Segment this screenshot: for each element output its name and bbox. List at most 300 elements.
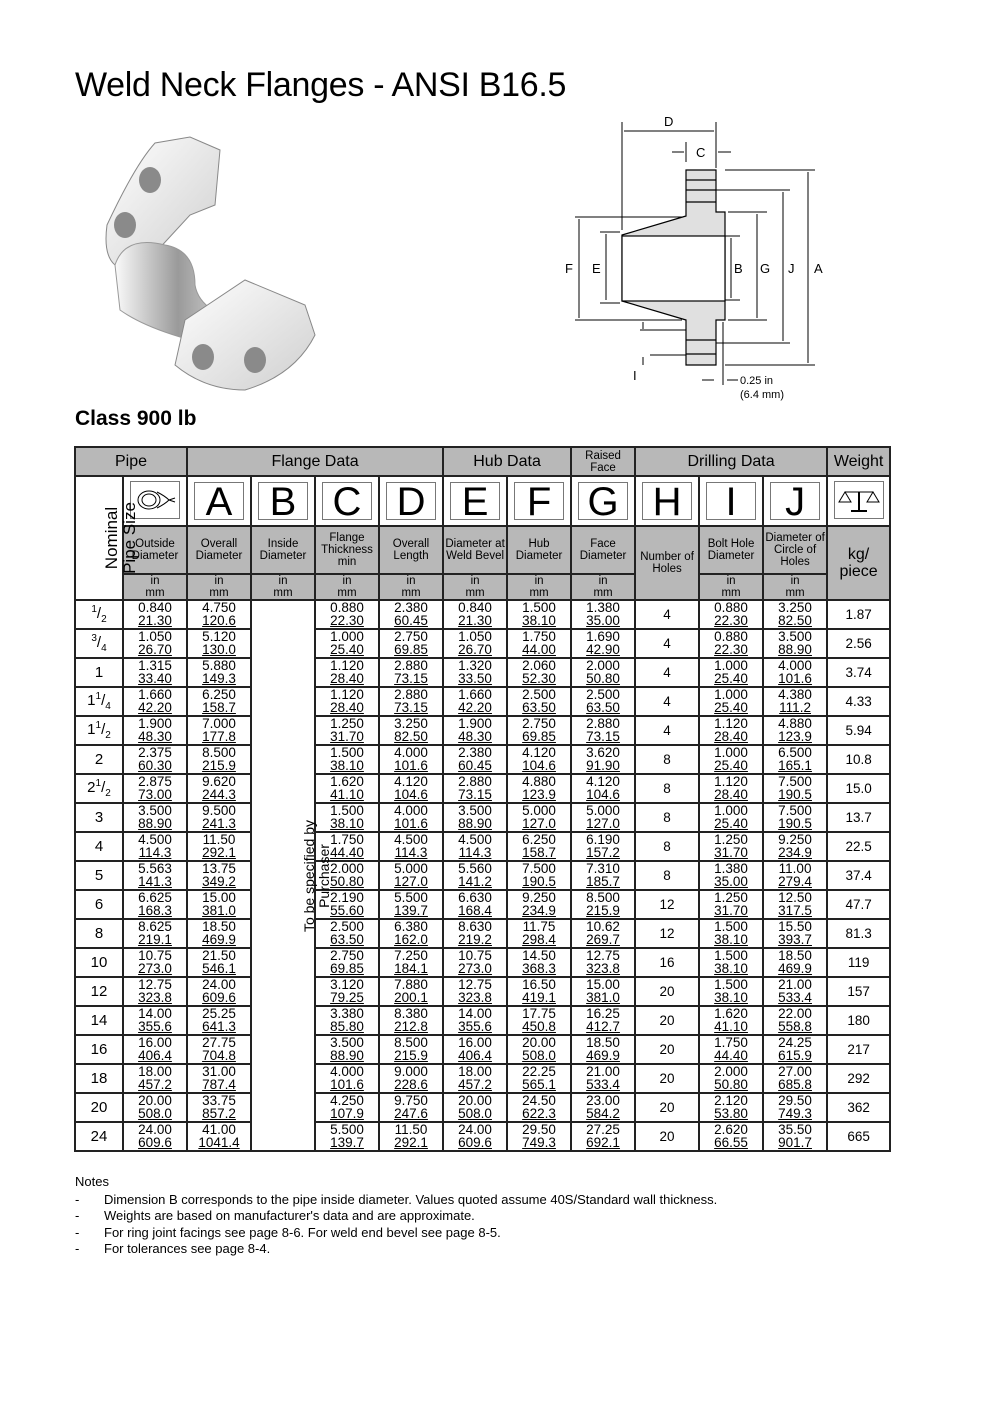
- value-mm: 41.10: [330, 787, 364, 802]
- cell-h: 12: [635, 890, 699, 919]
- value-mm: 533.4: [778, 990, 812, 1005]
- value-mm: 749.3: [522, 1135, 556, 1150]
- group-pipe: Pipe: [75, 447, 187, 476]
- cell-e: [443, 1122, 507, 1151]
- cell-a: [187, 716, 251, 745]
- cell-c: [315, 1006, 379, 1035]
- unit-mm: mm: [337, 587, 357, 599]
- value-mm: 406.4: [458, 1048, 492, 1063]
- letter-row: [75, 476, 890, 526]
- value-mm: 35.00: [586, 613, 620, 628]
- value-mm: 381.0: [586, 990, 620, 1005]
- value-mm: 158.7: [522, 845, 556, 860]
- value-mm: 114.3: [138, 845, 172, 860]
- cell-c: [315, 977, 379, 1006]
- cell-a: [187, 1006, 251, 1035]
- cell-c: [315, 716, 379, 745]
- unit-mm: mm: [529, 587, 549, 599]
- cell-f: [507, 745, 571, 774]
- value-in: 9.500: [202, 803, 236, 818]
- value-in: 0.880: [714, 600, 748, 615]
- col-flange-thickness: Flange Thickness min: [315, 526, 379, 574]
- value-mm: 368.3: [522, 961, 556, 976]
- col-overall-diameter: Overall Diameter: [187, 526, 251, 574]
- cell-f: [507, 948, 571, 977]
- value-in: 1.315: [138, 658, 172, 673]
- value-mm: 41.10: [714, 1019, 748, 1034]
- value-in: 1.000: [714, 687, 748, 702]
- cell-d: [379, 1093, 443, 1122]
- unit-cell-i: [699, 574, 763, 600]
- table-row: [75, 1064, 890, 1093]
- nps-whole: 4: [94, 838, 104, 855]
- nps-whole: 16: [90, 1041, 108, 1058]
- table-row: [75, 1035, 890, 1064]
- value-in: 20.00: [138, 1093, 172, 1108]
- unit-in: in: [598, 575, 608, 587]
- cell-h: 20: [635, 1035, 699, 1064]
- cell-a: [187, 977, 251, 1006]
- table-row: [75, 890, 890, 919]
- value-mm: 787.4: [202, 1077, 236, 1092]
- value-in: 1.500: [330, 803, 364, 818]
- flange-section-drawing: [560, 110, 840, 410]
- cell-g: [571, 1006, 635, 1035]
- cell-i: [699, 919, 763, 948]
- value-in: 5.500: [330, 1122, 364, 1137]
- table-row: [75, 919, 890, 948]
- cell-c: [315, 1093, 379, 1122]
- value-in: 4.000: [394, 745, 428, 760]
- bolt-hole: [139, 167, 161, 193]
- cell-weight: 217: [827, 1035, 890, 1064]
- cell-j: [763, 629, 827, 658]
- value-in: 24.00: [138, 1122, 172, 1137]
- value-mm: 88.90: [778, 642, 812, 657]
- cell-c: [315, 687, 379, 716]
- col-overall-length: Overall Length: [379, 526, 443, 574]
- value-mm: 82.50: [778, 613, 812, 628]
- value-in: 2.500: [586, 687, 620, 702]
- nps-whole: 3: [94, 809, 104, 826]
- balance-scale-icon: [834, 481, 884, 519]
- value-mm: 215.9: [586, 903, 620, 918]
- value-in: 3.500: [778, 629, 812, 644]
- value-in: 5.880: [202, 658, 236, 673]
- value-mm: 69.85: [522, 729, 556, 744]
- value-in: 12.50: [778, 890, 812, 905]
- note-item: [75, 1225, 717, 1242]
- value-in: 1.750: [330, 832, 364, 847]
- value-mm: 273.0: [458, 961, 492, 976]
- value-mm: 469.9: [202, 932, 236, 947]
- cell-d: [379, 600, 443, 629]
- nominal-size: [75, 977, 123, 1006]
- table-row: [75, 629, 890, 658]
- cell-weight: 180: [827, 1006, 890, 1035]
- value-mm: 28.40: [330, 671, 364, 686]
- cell-j: [763, 745, 827, 774]
- value-mm: 139.7: [394, 903, 428, 918]
- value-in: 1.900: [138, 716, 172, 731]
- nps-whole: 1: [94, 664, 104, 681]
- bolt-hole: [114, 212, 136, 238]
- cell-g: [571, 1064, 635, 1093]
- cell-f: [507, 658, 571, 687]
- cell-j: [763, 890, 827, 919]
- value-mm: 42.20: [138, 700, 172, 715]
- value-in: 9.000: [394, 1064, 428, 1079]
- value-mm: 457.2: [458, 1077, 492, 1092]
- value-in: 17.75: [522, 1006, 556, 1021]
- table-row: [75, 745, 890, 774]
- value-mm: 114.3: [394, 845, 428, 860]
- value-in: 2.500: [522, 687, 556, 702]
- nps-whole: 5: [94, 867, 104, 884]
- cell-a: [187, 687, 251, 716]
- cell-od: [123, 977, 187, 1006]
- cell-f: [507, 1122, 571, 1151]
- table-row: [75, 1122, 890, 1151]
- value-mm: 381.0: [202, 903, 236, 918]
- cell-j: [763, 687, 827, 716]
- value-mm: 685.8: [778, 1077, 812, 1092]
- cell-weight: 37.4: [827, 861, 890, 890]
- value-mm: 857.2: [202, 1106, 236, 1121]
- value-in: 5.560: [458, 861, 492, 876]
- value-mm: 323.8: [458, 990, 492, 1005]
- letter-J: J: [770, 482, 820, 520]
- raised-face-note-mm: (6.4 mm): [740, 389, 784, 401]
- value-in: 5.000: [586, 803, 620, 818]
- value-in: 6.190: [586, 832, 620, 847]
- value-in: 7.250: [394, 948, 428, 963]
- cell-g: [571, 1093, 635, 1122]
- value-in: 15.00: [586, 977, 620, 992]
- cell-e: [443, 803, 507, 832]
- value-in: 12.75: [138, 977, 172, 992]
- value-mm: 123.9: [522, 787, 556, 802]
- value-mm: 31.70: [714, 903, 748, 918]
- value-in: 5.000: [394, 861, 428, 876]
- value-in: 7.000: [202, 716, 236, 731]
- value-in: 8.500: [394, 1035, 428, 1050]
- cell-g: [571, 600, 635, 629]
- cell-e: [443, 1006, 507, 1035]
- value-in: 2.000: [586, 658, 620, 673]
- col-weight-unit: kg/ piece: [827, 526, 890, 600]
- cell-i: [699, 1122, 763, 1151]
- value-mm: 25.40: [714, 671, 748, 686]
- value-in: 1.320: [458, 658, 492, 673]
- cell-a: [187, 745, 251, 774]
- value-in: 0.880: [714, 629, 748, 644]
- value-mm: 88.90: [330, 1048, 364, 1063]
- cell-f: [507, 1093, 571, 1122]
- value-in: 2.880: [458, 774, 492, 789]
- cell-j: [763, 600, 827, 629]
- cell-h: 8: [635, 803, 699, 832]
- cell-g: [571, 1122, 635, 1151]
- unit-in: in: [342, 575, 352, 587]
- value-in: 4.250: [330, 1093, 364, 1108]
- cell-h: 4: [635, 658, 699, 687]
- nps-whole: 2: [87, 779, 96, 796]
- unit-mm: mm: [145, 587, 165, 599]
- cell-a: [187, 1035, 251, 1064]
- value-mm: 69.85: [394, 642, 428, 657]
- table-row: [75, 774, 890, 803]
- value-mm: 25.40: [714, 758, 748, 773]
- nominal-size: [75, 1122, 123, 1151]
- cell-f: [507, 890, 571, 919]
- value-mm: 127.0: [586, 816, 620, 831]
- value-in: 2.000: [330, 861, 364, 876]
- col-hub-diameter: Hub Diameter: [507, 526, 571, 574]
- value-mm: 38.10: [714, 961, 748, 976]
- value-mm: 33.40: [138, 671, 172, 686]
- value-mm: 234.9: [778, 845, 812, 860]
- cell-weight: 4.33: [827, 687, 890, 716]
- value-mm: 127.0: [522, 816, 556, 831]
- cell-weight: 157: [827, 977, 890, 1006]
- value-mm: 565.1: [522, 1077, 556, 1092]
- cell-j: [763, 832, 827, 861]
- nominal-size: [75, 1006, 123, 1035]
- value-mm: 60.45: [458, 758, 492, 773]
- value-in: 1.500: [330, 745, 364, 760]
- cell-i: [699, 658, 763, 687]
- cell-od: [123, 948, 187, 977]
- value-in: 2.375: [138, 745, 172, 760]
- col-bolt-circle-diameter: Diameter of Circle of Holes: [763, 526, 827, 574]
- unit-mm: mm: [593, 587, 613, 599]
- value-in: 33.75: [202, 1093, 236, 1108]
- table-row: [75, 1093, 890, 1122]
- cell-d: [379, 774, 443, 803]
- value-in: 3.120: [330, 977, 364, 992]
- value-in: 12.75: [458, 977, 492, 992]
- value-in: 14.50: [522, 948, 556, 963]
- cell-d: [379, 919, 443, 948]
- table-row: [75, 861, 890, 890]
- value-in: 16.25: [586, 1006, 620, 1021]
- cell-f: [507, 629, 571, 658]
- cell-od: [123, 890, 187, 919]
- cell-i: [699, 803, 763, 832]
- value-in: 7.500: [778, 774, 812, 789]
- cell-f: [507, 803, 571, 832]
- value-in: 18.50: [586, 1035, 620, 1050]
- value-in: 5.120: [202, 629, 236, 644]
- cell-c: [315, 1064, 379, 1093]
- label-D: D: [664, 114, 674, 129]
- cell-d: [379, 1122, 443, 1151]
- value-mm: 107.9: [330, 1106, 364, 1121]
- label-G: G: [760, 261, 771, 276]
- value-mm: 609.6: [202, 990, 236, 1005]
- value-in: 1.620: [330, 774, 364, 789]
- value-mm: 85.80: [330, 1019, 364, 1034]
- value-in: 1.000: [714, 658, 748, 673]
- value-mm: 292.1: [202, 845, 236, 860]
- cell-g: [571, 803, 635, 832]
- value-mm: 558.8: [778, 1019, 812, 1034]
- value-mm: 508.0: [458, 1106, 492, 1121]
- value-in: 1.500: [714, 919, 748, 934]
- value-mm: 457.2: [138, 1077, 172, 1092]
- col-number-of-holes: Number of Holes: [635, 526, 699, 600]
- cell-i: [699, 977, 763, 1006]
- group-header-row: [75, 447, 890, 476]
- value-in: 8.500: [202, 745, 236, 760]
- cell-d: [379, 1064, 443, 1093]
- value-in: 7.880: [394, 977, 428, 992]
- table-row: [75, 716, 890, 745]
- cell-e: [443, 919, 507, 948]
- value-mm: 469.9: [586, 1048, 620, 1063]
- value-mm: 28.40: [330, 700, 364, 715]
- value-in: 18.50: [778, 948, 812, 963]
- cell-e: [443, 1093, 507, 1122]
- cell-g: [571, 832, 635, 861]
- cell-weight: 47.7: [827, 890, 890, 919]
- value-mm: 355.6: [458, 1019, 492, 1034]
- cell-weight: 5.94: [827, 716, 890, 745]
- value-in: 4.120: [394, 774, 428, 789]
- value-in: 24.00: [202, 977, 236, 992]
- value-in: 23.00: [586, 1093, 620, 1108]
- col-bolt-hole-diameter: Bolt Hole Diameter: [699, 526, 763, 574]
- value-mm: 215.9: [202, 758, 236, 773]
- letter-B: B: [258, 482, 308, 520]
- value-mm: 31.70: [330, 729, 364, 744]
- value-mm: 704.8: [202, 1048, 236, 1063]
- cell-h: 4: [635, 629, 699, 658]
- unit-cell-a: [187, 574, 251, 600]
- nominal-size: [75, 1093, 123, 1122]
- value-in: 29.50: [522, 1122, 556, 1137]
- value-mm: 52.30: [522, 671, 556, 686]
- label-E: E: [592, 261, 601, 276]
- nominal-size: $^1/_2$: [75, 600, 123, 629]
- value-mm: 73.15: [394, 671, 428, 686]
- value-in: 3.380: [330, 1006, 364, 1021]
- value-in: 21.00: [586, 1064, 620, 1079]
- cell-g: [571, 977, 635, 1006]
- unit-cell-j: [763, 574, 827, 600]
- cell-a: [187, 832, 251, 861]
- value-in: 20.00: [458, 1093, 492, 1108]
- unit-in: in: [406, 575, 416, 587]
- cell-od: [123, 861, 187, 890]
- unit-mm: mm: [209, 587, 229, 599]
- unit-in: in: [534, 575, 544, 587]
- value-mm: 101.6: [330, 1077, 364, 1092]
- value-mm: 21.30: [458, 613, 492, 628]
- value-mm: 42.90: [586, 642, 620, 657]
- cell-weight: 81.3: [827, 919, 890, 948]
- cell-a: [187, 861, 251, 890]
- value-in: 4.880: [778, 716, 812, 731]
- value-in: 2.060: [522, 658, 556, 673]
- table-row: [75, 977, 890, 1006]
- cell-j: [763, 948, 827, 977]
- value-in: 18.00: [458, 1064, 492, 1079]
- cell-f: [507, 861, 571, 890]
- cell-g: [571, 745, 635, 774]
- units-row: [75, 574, 890, 600]
- value-in: 11.00: [778, 861, 812, 876]
- value-mm: 101.6: [778, 671, 812, 686]
- value-mm: 406.4: [138, 1048, 172, 1063]
- cell-c: [315, 1122, 379, 1151]
- value-in: 2.120: [714, 1093, 748, 1108]
- value-in: 1.120: [714, 774, 748, 789]
- cell-h: 4: [635, 687, 699, 716]
- label-F: F: [565, 261, 573, 276]
- cell-c: [315, 600, 379, 629]
- cell-od: [123, 1006, 187, 1035]
- label-B: B: [734, 261, 743, 276]
- value-in: 6.500: [778, 745, 812, 760]
- cell-od: [123, 600, 187, 629]
- cell-h: 20: [635, 1006, 699, 1035]
- value-mm: 749.3: [778, 1106, 812, 1121]
- value-in: 2.380: [394, 600, 428, 615]
- value-in: 2.380: [458, 745, 492, 760]
- note-text: Dimension B corresponds to the pipe inside diameter. Values quoted assume 40S/Standard wall thickness.: [104, 1191, 718, 1207]
- value-in: 4.500: [138, 832, 172, 847]
- nps-numerator: 1: [95, 778, 102, 789]
- value-mm: 641.3: [202, 1019, 236, 1034]
- value-in: 9.250: [522, 890, 556, 905]
- cell-e: [443, 948, 507, 977]
- cell-j: [763, 1064, 827, 1093]
- value-in: 1.500: [714, 977, 748, 992]
- cell-i: [699, 745, 763, 774]
- unit-cell-b: [251, 574, 315, 600]
- nps-denominator: 4: [101, 643, 107, 654]
- value-mm: 546.1: [202, 961, 236, 976]
- value-mm: 88.90: [458, 816, 492, 831]
- value-in: 5.563: [138, 861, 172, 876]
- nominal-size: $1^1/_4$: [75, 687, 123, 716]
- value-mm: 53.80: [714, 1106, 748, 1121]
- cell-i: [699, 1006, 763, 1035]
- group-hub-data: Hub Data: [443, 447, 571, 476]
- value-in: 18.50: [202, 919, 236, 934]
- value-mm: 419.1: [522, 990, 556, 1005]
- cell-j: [763, 1035, 827, 1064]
- value-mm: 101.6: [394, 758, 428, 773]
- value-mm: 533.4: [586, 1077, 620, 1092]
- cell-i: [699, 1035, 763, 1064]
- cell-e: [443, 977, 507, 1006]
- value-mm: 584.2: [586, 1106, 620, 1121]
- cell-h: 20: [635, 1093, 699, 1122]
- value-in: 1.660: [138, 687, 172, 702]
- value-in: 2.750: [330, 948, 364, 963]
- value-in: 1.120: [330, 687, 364, 702]
- value-mm: 50.80: [586, 671, 620, 686]
- value-mm: 21.30: [138, 613, 172, 628]
- cell-od: [123, 774, 187, 803]
- value-mm: 212.8: [394, 1019, 428, 1034]
- unit-cell-f: [507, 574, 571, 600]
- nominal-size: [75, 745, 123, 774]
- label-C: C: [696, 145, 706, 160]
